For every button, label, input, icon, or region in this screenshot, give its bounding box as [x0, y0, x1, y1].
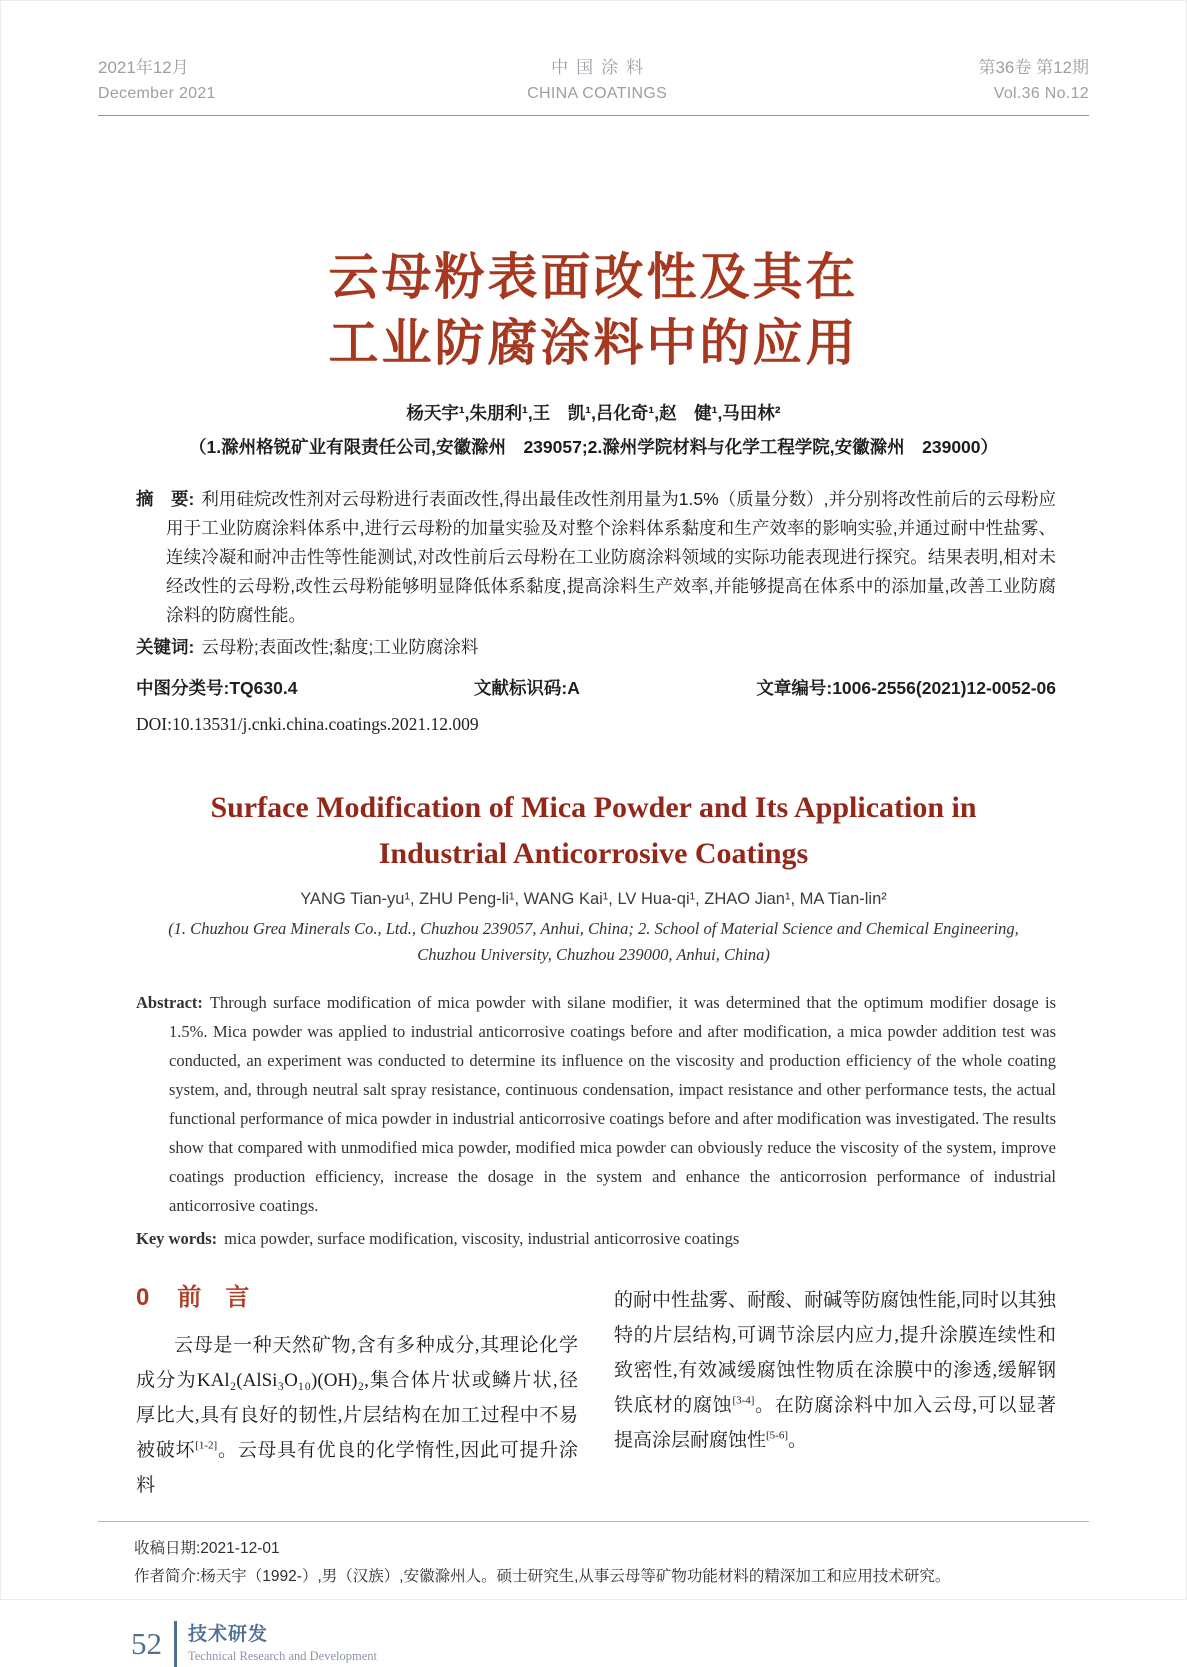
- page-number: 52: [131, 1626, 162, 1661]
- classification-row: [136, 675, 1056, 700]
- keywords-en-text: mica powder, surface modification, viscosity, industrial anticorrosive coatings: [224, 1229, 740, 1248]
- abstract-block-en: [136, 988, 1056, 1253]
- keywords-en: [136, 1224, 1056, 1253]
- article-id-value: 1006-2556(2021)12-0052-06: [832, 678, 1056, 698]
- author-bio: 作者简介:杨天宇（1992-）,男（汉族）,安徽滁州人。硕士研究生,从事云母等矿物功能材料的精深加工和应用技术研究。: [134, 1568, 951, 1585]
- abstract-block-cn: [136, 485, 1056, 662]
- header-date-cn: 2021年12月: [98, 58, 189, 77]
- header-volume-issue: [978, 55, 1089, 107]
- footer-divider-bar: [174, 1621, 177, 1667]
- abstract-en-text: Through surface modification of mica powder with silane modifier, it was determined that the optimum modifier dosage is 1.5%. Mica powder was applied to industrial anticorrosive coatings before and after modification, a mica powder addition test was conducted, an experiment was conducted to determine its influence on the viscosity and production efficiency of the whole coating system, and, through neutral salt spray resistance, continuous condensation, impact resistance and other performance tests, the actual functional performance of mica powder in industrial anticorrosive coatings before and after modification was investigated. The results show that compared with unmodified mica powder, modified mica powder can obviously reduce the viscosity of the system, improve coatings production efficiency, increase the dosage in the system and enhance the anticorrosion performance of industrial anticorrosive coatings.: [169, 993, 1056, 1215]
- abstract-cn-text: 利用硅烷改性剂对云母粉进行表面改性,得出最佳改性剂用量为1.5%（质量分数）,并分别将改性前后的云母粉应用于工业防腐涂料体系中,进行云母粉的加量实验及对整个涂料体系黏度和生产效率的影响实验,并通过耐中性盐雾、连续冷凝和耐冲击性等性能测试,对改性前后云母粉在工业防腐涂料领域的实际功能表现进行探究。结果表明,相对未经改性的云母粉,改性云母粉能够明显降低体系黏度,提高涂料生产效率,并能够提高在体系中的添加量,改善工业防腐涂料的防腐性能。: [166, 489, 1057, 625]
- keywords-cn: [136, 633, 1056, 662]
- page-footer: [131, 1621, 1186, 1667]
- header-journal-name: [527, 55, 667, 107]
- intro-right-column: [614, 1283, 1056, 1503]
- affiliation-en-line1: (1. Chuzhou Grea Minerals Co., Ltd., Chuzhou 239057, Anhui, China; 2. School of Material Science and Chemical Engineering,: [168, 919, 1019, 938]
- document-code: [474, 675, 580, 700]
- paper-title-cn: [1, 244, 1186, 376]
- journal-name-en: CHINA COATINGS: [527, 85, 668, 102]
- header-issue-date: [98, 55, 216, 107]
- intro-paragraph-left: [136, 1328, 578, 1503]
- citation-ref-3-4: [3-4]: [732, 1394, 755, 1407]
- clc-label: 中图分类号:: [136, 678, 230, 698]
- section-number: 0: [136, 1284, 150, 1311]
- citation-ref-1-2: [1-2]: [195, 1439, 218, 1452]
- document-code-label: 文献标识码:: [473, 678, 568, 698]
- journal-name-cn: 中国涂料: [551, 58, 652, 77]
- abstract-en-label: Abstract:: [136, 993, 203, 1012]
- column-name-en: Technical Research and Development: [188, 1649, 377, 1663]
- intro-paragraph-right: [614, 1283, 1056, 1458]
- intro-left-text-1: 云母是一种天然矿物,含有多种成分,其理论化学成分为KAl₂(AlSi₃O₁₀)(OH)₂,集合体片状或鳞片状,径厚比大,具有良好的韧性,片层结构在加工过程中不易被破坏: [136, 1335, 578, 1461]
- intro-left-text-2: 。云母具有优良的化学惰性,因此可提升涂料: [136, 1440, 578, 1496]
- article-id-label: 文章编号:: [756, 678, 833, 698]
- issue-info-en: Vol.36 No.12: [993, 85, 1089, 102]
- issue-info-cn: 第36卷 第12期: [978, 58, 1089, 77]
- received-date: 收稿日期:2021-12-01: [134, 1540, 280, 1557]
- abstract-en: [136, 988, 1056, 1220]
- authors-en: YANG Tian-yu¹, ZHU Peng-li¹, WANG Kai¹, LV Hua-qi¹, ZHAO Jian¹, MA Tian-lin²: [300, 890, 887, 908]
- intro-left-column: [136, 1283, 578, 1503]
- keywords-cn-label: 关键词:: [136, 637, 195, 657]
- header-date-en: December 2021: [98, 85, 216, 102]
- paper-title-cn-line2: 工业防腐涂料中的应用: [328, 315, 859, 371]
- intro-right-text-3: 。: [788, 1430, 808, 1451]
- clc-value: TQ630.4: [229, 678, 298, 698]
- document-code-value: A: [567, 678, 580, 698]
- footnote-block: [98, 1521, 1089, 1591]
- column-name-cn: 技术研发: [188, 1624, 269, 1645]
- section-0-heading: [136, 1283, 578, 1313]
- paper-title-en-line1: Surface Modification of Mica Powder and Its Application in: [210, 791, 977, 824]
- affiliation-cn: （1.滁州格锐矿业有限责任公司,安徽滁州 239057;2.滁州学院材料与化学工程学院,安徽滁州 239000）: [188, 437, 999, 457]
- column-name: [188, 1623, 377, 1665]
- section-title: 前 言: [177, 1284, 250, 1311]
- journal-header: [98, 55, 1089, 116]
- intro-right-text-1: 的耐中性盐雾、耐酸、耐碱等防腐蚀性能,同时以其独特的片层结构,可调节涂层内应力,提升涂膜连续性和致密性,有效减缓腐蚀性物质在涂膜中的渗透,缓解钢铁底材的腐蚀: [614, 1290, 1056, 1416]
- abstract-cn-label: 摘 要:: [136, 489, 195, 509]
- intro-right-text-2: 。在防腐涂料中加入云母,可以显著提高涂层耐腐蚀性: [614, 1395, 1056, 1451]
- keywords-en-label: Key words:: [136, 1229, 218, 1248]
- authors-cn: 杨天宇¹,朱朋利¹,王 凯¹,吕化奇¹,赵 健¹,马田林²: [406, 403, 781, 423]
- doi: DOI:10.13531/j.cnki.china.coatings.2021.12.009: [136, 714, 479, 734]
- paper-title-cn-line1: 云母粉表面改性及其在: [328, 249, 859, 305]
- citation-ref-5-6: [5-6]: [766, 1429, 789, 1442]
- introduction-section: [136, 1283, 1056, 1503]
- article-id: [756, 675, 1056, 700]
- paper-title-en: [1, 785, 1186, 877]
- abstract-cn: [136, 485, 1056, 630]
- paper-title-en-line2: Industrial Anticorrosive Coatings: [378, 837, 809, 870]
- keywords-cn-text: 云母粉;表面改性;黏度;工业防腐涂料: [201, 637, 479, 657]
- affiliation-en-line2: Chuzhou University, Chuzhou 239000, Anhui, China): [417, 945, 770, 964]
- affiliation-en: [1, 916, 1186, 968]
- clc-number: [136, 675, 297, 700]
